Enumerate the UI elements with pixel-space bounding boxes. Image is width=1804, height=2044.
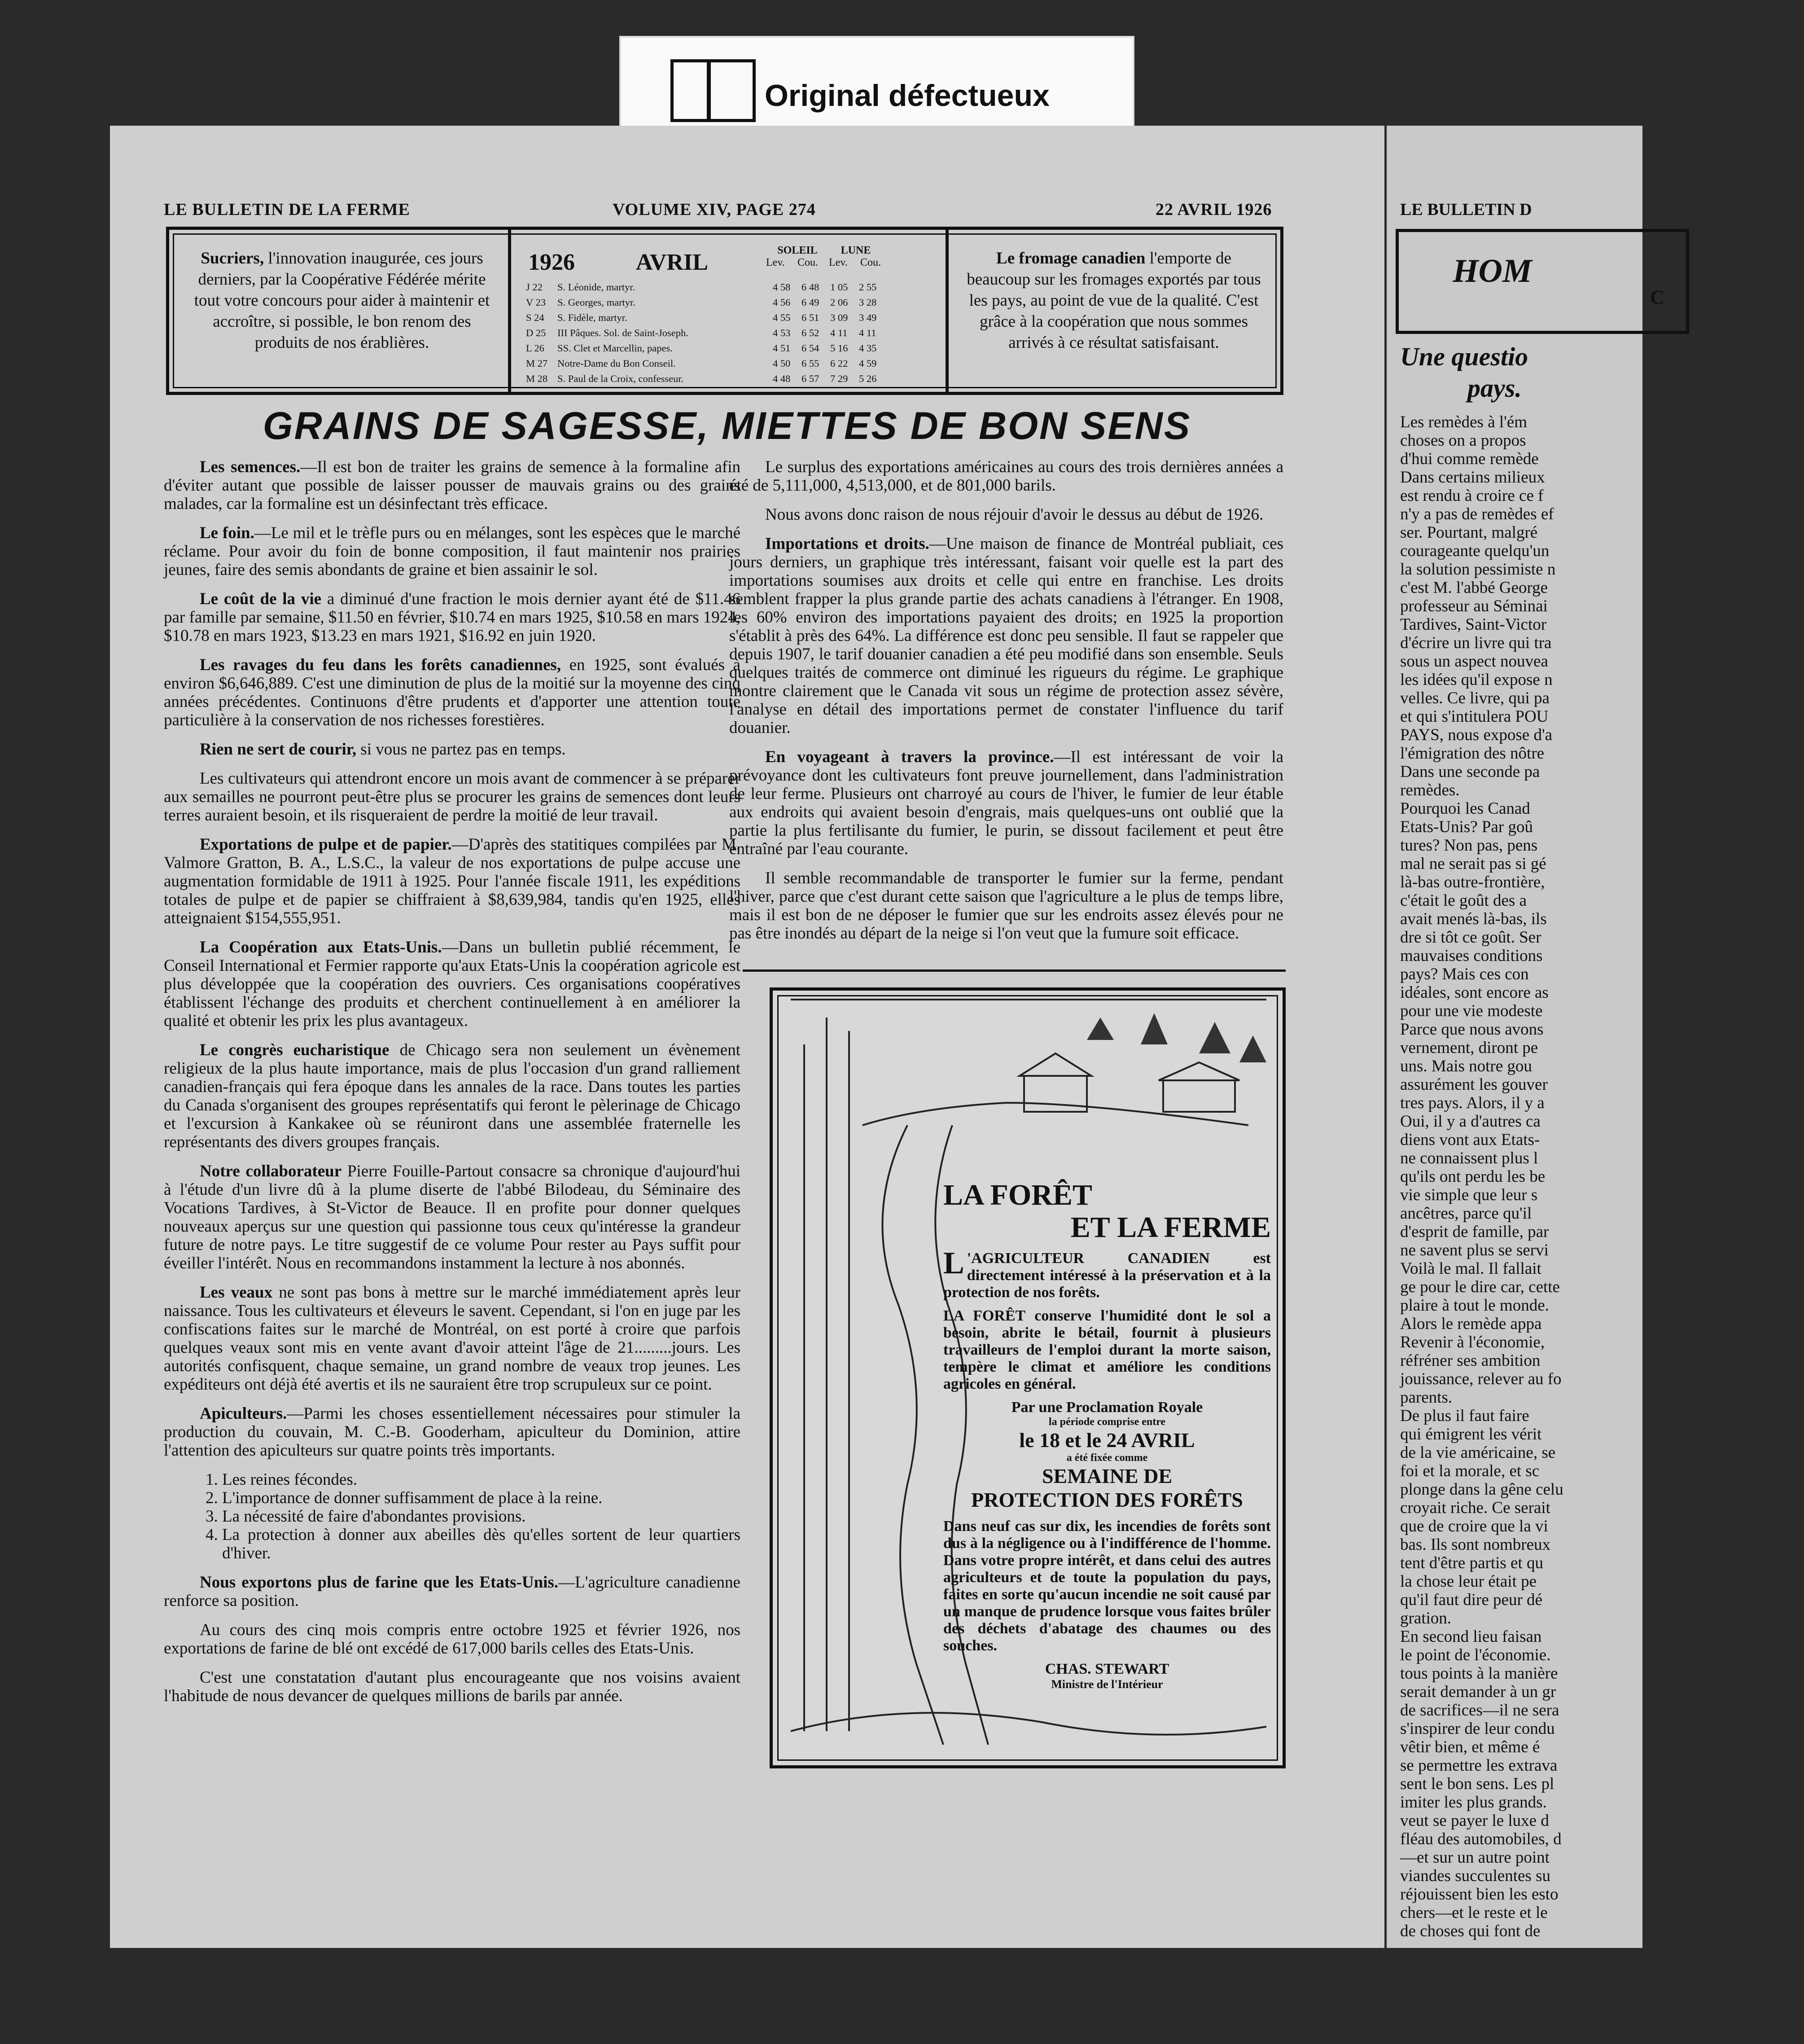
- article-heading: Nous exportons plus de farine que les Etats-Unis.: [200, 1573, 559, 1592]
- text-line: la solution pessimiste n: [1400, 560, 1556, 579]
- article-paragraph: [164, 1283, 740, 1394]
- list-item: 1. Les reines fécondes.: [222, 1470, 740, 1489]
- article-text: —Une maison de finance de Montréal publiait, ces jours derniers, un graphique très intéressant, faisant voir quelle est la part des importations soumises aux droits et celle qui entre en franchise. Les droits semblent frapper la plus grande partie des achats canadiens à l'étranger. En 1908, les 60% environ des importations payaient des droits; en 1925 la proportion s'établit à près des 64%. La différence est donc peu sensible. Il faut se rappeler que depuis 1907, le tarif douanier canadien a été peu modifié dans son ensemble. Seuls quelques traités de commerce ont diminué les rigueurs du régime. Le graphique montre clairement que le Canada vit sous un régime de protection assez sévère, l'analyse en détail des importations permet de constater l'influence du tarif douanier.: [729, 535, 1283, 737]
- calendar-time: 4 59: [859, 358, 877, 369]
- newspaper-page: [110, 126, 1384, 1948]
- text-line: ne connaissent plus l: [1400, 1149, 1538, 1167]
- article-text: Les cultivateurs qui attendront encore un mois avant de commencer à se préparer aux semailles ne pourront peut-être plus se procurer les grains de semences dont leurs terres auraient besoin, et ils risqueraient de perdre la moitié de leur travail.: [164, 769, 740, 825]
- text-line: fléau des automobiles, d: [1400, 1830, 1562, 1848]
- defect-logo-icon: [670, 59, 756, 122]
- calendar-time: 4 58: [773, 281, 791, 293]
- article-text: —Parmi les choses essentiellement nécessaires pour stimuler la production du couvain, M. C.-B. Gooderham, apiculteur du Dominion, attire l'attention des apiculteurs sur quatre points très importants.: [164, 1404, 740, 1460]
- left-column: [164, 458, 740, 1716]
- ad-title-2: ET LA FERME: [1070, 1211, 1271, 1244]
- text-line: imiter les plus grands.: [1400, 1793, 1547, 1812]
- calendar-time: 3 49: [859, 312, 877, 323]
- ad-semaine: SEMAINE DE: [1042, 1465, 1173, 1487]
- text-line: de choses qui font de: [1400, 1922, 1541, 1940]
- calendar-time: 3 09: [830, 312, 848, 323]
- text-line: de sacrifices—il ne sera: [1400, 1701, 1559, 1719]
- article-paragraph: [164, 656, 740, 729]
- text-line: tous points à la manière: [1400, 1664, 1558, 1683]
- text-line: professeur au Séminai: [1400, 597, 1548, 615]
- calendar-day: M 27: [526, 358, 548, 369]
- text-line: ancêtres, parce qu'il: [1400, 1204, 1532, 1223]
- calendar-time: 6 49: [801, 297, 819, 308]
- text-line: de la vie américaine, se: [1400, 1443, 1556, 1462]
- box-right-body: l'emporte de beaucoup sur les fromages exportés par tous les pays, au point de vue de la qualité. C'est grâce à la coopération que nous sommes arrivés à ce résultat satisfaisant.: [967, 249, 1261, 352]
- text-line: mauvaises conditions: [1400, 947, 1543, 965]
- text-line: les idées qu'il expose n: [1400, 671, 1553, 689]
- calendar-row: [526, 358, 888, 369]
- text-line: bas. Ils sont nombreux: [1400, 1535, 1551, 1554]
- text-line: vêtir bien, et même é: [1400, 1738, 1540, 1756]
- lune-label: LUNE: [841, 245, 871, 256]
- article-heading: Les semences.: [200, 458, 301, 476]
- text-line: assurément les gouver: [1400, 1075, 1548, 1094]
- article-heading: Les ravages du feu dans les forêts canadiennes,: [200, 656, 561, 674]
- article-text: —Il est intéressant de voir la prévoyance dont les cultivateurs font preuve journellement, dans l'administration de leur ferme. Plusieurs ont charroyé au cours de l'hiver, le fumier de leur étable aux endroits qui avaient besoin d'engrais, mais quelques-uns ont oublié que la partie la plus fertilisante du fumier, le purin, se dissout facilement et peut être entraîné par l'eau courante.: [729, 748, 1283, 858]
- box-left-body: l'innovation inaugurée, ces jours derniers, par la Coopérative Fédérée mérite tout votre concours pour aider à maintenir et accroître, si possible, le bon renom des produits de nos érablières.: [194, 249, 490, 352]
- text-line: que de croire que la vi: [1400, 1517, 1548, 1535]
- article-paragraph: [729, 505, 1283, 524]
- calendar-time: 4 48: [773, 373, 791, 384]
- calendar-time: 6 52: [801, 327, 819, 338]
- article-text: Le surplus des exportations américaines au cours des trois dernières années a été de 5,111,000, 4,513,000, et de 801,000 barils.: [729, 458, 1283, 495]
- article-heading: Le foin.: [200, 524, 254, 542]
- right-page-text: [1400, 413, 1804, 1940]
- calendar-time: 6 57: [801, 373, 819, 384]
- text-line: réfréner ses ambition: [1400, 1351, 1541, 1370]
- calendar-time: 1 05: [830, 281, 848, 293]
- text-line: pour une vie modeste: [1400, 1002, 1543, 1020]
- calendar-time: 6 22: [830, 358, 848, 369]
- calendar-time: 5 16: [830, 342, 848, 354]
- article-paragraph: [164, 1162, 740, 1272]
- calendar-row: [526, 312, 888, 324]
- text-line: De plus il faut faire: [1400, 1407, 1529, 1425]
- text-line: Revenir à l'économie,: [1400, 1333, 1545, 1351]
- calendar-time: 4 35: [859, 342, 877, 354]
- calendar-row: [526, 342, 888, 354]
- calendar-saint: SS. Clet et Marcellin, papes.: [557, 342, 673, 354]
- right-page-header: LE BULLETIN D: [1400, 200, 1532, 219]
- article-heading: Exportations de pulpe et de papier.: [200, 835, 452, 854]
- text-line: Etats-Unis? Par goû: [1400, 818, 1533, 836]
- right-page-title-box: [1396, 229, 1689, 334]
- article-paragraph: [729, 535, 1283, 737]
- text-line: courageante quelqu'un: [1400, 542, 1550, 560]
- column-rule: [743, 969, 1286, 972]
- box-left-bold: Sucriers,: [201, 249, 264, 268]
- header-right: 22 AVRIL 1926: [1156, 200, 1272, 219]
- ad-proclamation: Par une Proclamation Royale: [1011, 1399, 1203, 1416]
- text-line: est rendu à croire ce f: [1400, 487, 1544, 505]
- article-paragraph: [164, 1573, 740, 1610]
- ad-p2: LA FORÊT conserve l'humidité dont le sol a besoin, abrite le bétail, fournit à plusieurs travailleurs de l'emploi durant la morte saison, tempère le climat et améliore les conditions agricoles en général.: [943, 1307, 1271, 1392]
- calendar-time: 6 48: [801, 281, 819, 293]
- text-line: qu'ils ont perdu les be: [1400, 1167, 1546, 1186]
- banner-text: Original défectueux: [765, 79, 1050, 113]
- calendar-time: 4 11: [830, 327, 848, 338]
- text-line: Dans certains milieux: [1400, 468, 1545, 487]
- article-paragraph: [729, 748, 1283, 858]
- text-line: Les remèdes à l'ém: [1400, 413, 1528, 431]
- calendar-day: J 22: [526, 281, 543, 293]
- calendar-row: [526, 281, 888, 293]
- calendar-time: 4 56: [773, 297, 791, 308]
- header-center: VOLUME XIV, PAGE 274: [613, 200, 816, 219]
- top-info-box: [166, 227, 1283, 395]
- text-line: c'était le goût des a: [1400, 891, 1527, 910]
- header-left: LE BULLETIN DE LA FERME: [164, 200, 410, 219]
- article-text: Nous avons donc raison de nous réjouir d'avoir le dessus au début de 1926.: [765, 505, 1264, 524]
- article-text: si vous ne partez pas en temps.: [356, 740, 566, 759]
- article-heading: Le coût de la vie: [200, 590, 322, 608]
- text-line: et qui s'intitulera POU: [1400, 707, 1549, 726]
- calendar-saint: S. Paul de la Croix, confesseur.: [557, 373, 684, 384]
- calendar-time: 5 26: [859, 373, 877, 384]
- article-text: —Le mil et le trèfle purs ou en mélanges, sont les espèces que le marché réclame. Pour avoir du foin de bonne composition, il faut maintenir nos prairies jeunes, faire des semis abondants de graine et bien assainir le sol.: [164, 524, 741, 579]
- calendar-time: 3 28: [859, 297, 877, 308]
- article-heading: Rien ne sert de courir,: [200, 740, 357, 759]
- article-paragraph: [164, 1621, 740, 1658]
- calendar-saint: S. Georges, martyr.: [557, 297, 635, 308]
- article-paragraph: [164, 835, 740, 927]
- calendar-year: 1926: [528, 250, 575, 275]
- article-heading: Les veaux: [200, 1283, 273, 1302]
- article-text: C'est une constatation d'autant plus encourageante que nos voisins avaient l'habitude de nous devancer de quelques millions de barils par année.: [164, 1668, 740, 1705]
- right-page-title: HOM: [1453, 253, 1532, 289]
- ad-protection: PROTECTION DES FORÊTS: [971, 1488, 1243, 1511]
- calendar-time: 6 51: [801, 312, 819, 323]
- text-line: d'esprit de famille, par: [1400, 1223, 1549, 1241]
- text-line: se permettre les extrava: [1400, 1756, 1558, 1775]
- text-line: plonge dans la gêne celu: [1400, 1480, 1563, 1499]
- article-text: ne sont pas bons à mettre sur le marché immédiatement après leur naissance. Tous les cultivateurs et éleveurs le savent. Cependant, si l'on en juge par les confiscations faites sur le marché de Montréal, on est porté à croire que parfois quelques veaux sont mis en vente avant d'avoir atteint l'âge de 21.........jours. Les autorités confisquent, chaque semaine, un grand nombre de veaux trop jeunes. Les expéditeurs ont déjà été avertis et ils ne sauraient être trop scrupuleux sur ce point.: [164, 1283, 741, 1394]
- list-item: 3. La nécessité de faire d'abondantes provisions.: [222, 1507, 740, 1526]
- article-heading: Importations et droits.: [765, 535, 929, 553]
- calendar-row: [526, 327, 888, 339]
- calendar-time: 4 50: [773, 358, 791, 369]
- box-right-bold: Le fromage canadien: [996, 249, 1146, 268]
- text-line: serait demander à un gr: [1400, 1683, 1556, 1701]
- article-paragraph: [164, 769, 740, 825]
- article-paragraph: [164, 458, 740, 513]
- article-text: Pierre Fouille-Partout consacre sa chronique d'aujourd'hui à l'étude d'un livre dû à la plume diserte de l'abbé Bilodeau, du Séminaire des Vocations Tardives, à St-Victor de Beauce. Il en profite pour donner quelques nouveaux aperçus sur une question qui passionne tous ceux qu'intéresse la grandeur future de notre pays. Le titre suggestif de ce volume Pour rester au Pays suffit pour éveiller l'intérêt. Nous en recommandons instamment la lecture à nos abonnés.: [164, 1162, 740, 1272]
- text-line: Voilà le mal. Il fallait: [1400, 1259, 1541, 1278]
- text-line: gration.: [1400, 1609, 1452, 1627]
- text-line: croyait riche. Ce serait: [1400, 1499, 1550, 1517]
- article-paragraph: [164, 1668, 740, 1705]
- article-paragraph: [729, 458, 1283, 495]
- text-line: Oui, il y a d'autres ca: [1400, 1112, 1541, 1131]
- list-item: 4. La protection à donner aux abeilles dès qu'elles sortent de leur quartiers d'hiver.: [222, 1526, 740, 1562]
- calendar-day: V 23: [526, 297, 546, 308]
- lev-label: Lev.: [829, 257, 848, 268]
- calendar-saint: S. Fidèle, martyr.: [557, 312, 627, 323]
- box-separator: [508, 230, 511, 392]
- calendar-row: [526, 297, 888, 308]
- cou-label: Cou.: [860, 257, 881, 268]
- article-text: en 1925, sont évalués à environ $6,646,889. C'est une diminution de plus de la moitié sur la moyenne des cinq années précédentes. Continuons d'être prudents et d'apporter une attention toute particulière à la conservation de nos richesses forestières.: [164, 656, 740, 729]
- text-line: là-bas outre-frontière,: [1400, 873, 1545, 891]
- ad-p1: est directement intéressé à la préservation et à la protection de nos forêts.: [943, 1250, 1271, 1301]
- article-text: —Dans un bulletin publié récemment, le Conseil International et Fermier rapporte qu'aux Etats-Unis la coopération agricole est plus développée que la coopération des ouvriers. Ces organisations coopératives établissent l'échange des produits et cherchent continuellement à en améliorer la qualité et obtenir les prix les plus avantageux.: [164, 938, 740, 1030]
- article-heading: Apiculteurs.: [200, 1404, 287, 1423]
- ad-fixed: a été fixée comme: [1066, 1452, 1148, 1464]
- calendar-time: 6 55: [801, 358, 819, 369]
- right-column: [729, 458, 1283, 953]
- text-line: foi et la morale, et sc: [1400, 1462, 1540, 1480]
- text-line: Parce que nous avons: [1400, 1020, 1544, 1039]
- text-line: jouissance, relever au fo: [1400, 1370, 1562, 1388]
- lev-label: Lev.: [766, 257, 785, 268]
- right-page-title-2: C: [1650, 286, 1664, 308]
- article-paragraph: [164, 590, 740, 645]
- page-title: GRAINS DE SAGESSE, MIETTES DE BON SENS: [263, 404, 1191, 447]
- ad-text-block: [943, 1179, 1271, 1691]
- article-paragraph: [164, 1404, 740, 1460]
- calendar-row: [526, 373, 888, 385]
- text-line: En second lieu faisan: [1400, 1627, 1542, 1646]
- calendar-day: D 25: [526, 327, 546, 338]
- calendar-day: L 26: [526, 342, 545, 354]
- text-line: velles. Ce livre, qui pa: [1400, 689, 1550, 707]
- text-line: le point de l'économie.: [1400, 1646, 1551, 1664]
- ad-drop-cap: L: [943, 1246, 964, 1281]
- text-line: dre si tôt ce goût. Ser: [1400, 928, 1541, 947]
- soleil-label: SOLEIL: [777, 245, 818, 256]
- apiculture-list: [164, 1470, 740, 1562]
- calendar-day: S 24: [526, 312, 544, 323]
- article-paragraph: [164, 524, 740, 579]
- text-line: choses on a propos: [1400, 431, 1526, 450]
- text-line: ser. Pourtant, malgré: [1400, 523, 1538, 542]
- text-line: ne savent plus se servi: [1400, 1241, 1549, 1259]
- text-line: veut se payer le luxe d: [1400, 1812, 1549, 1830]
- ad-title-1: LA FORÊT: [943, 1179, 1092, 1211]
- text-line: tent d'être partis et qu: [1400, 1554, 1543, 1572]
- text-line: mal ne serait pas si gé: [1400, 855, 1546, 873]
- article-paragraph: [164, 1041, 740, 1151]
- article-paragraph: [164, 740, 740, 759]
- text-line: idéales, sont encore as: [1400, 983, 1549, 1002]
- article-paragraph: [164, 938, 740, 1030]
- calendar-time: 4 55: [773, 312, 791, 323]
- text-line: —et sur un autre point: [1400, 1848, 1550, 1867]
- article-heading: Le congrès eucharistique: [200, 1041, 390, 1059]
- text-line: Pourquoi les Canad: [1400, 799, 1530, 818]
- box-right-text: [963, 248, 1264, 353]
- text-line: remèdes.: [1400, 781, 1460, 799]
- text-line: viandes succulentes su: [1400, 1867, 1550, 1885]
- calendar-saint: III Pâques. Sol. de Saint-Joseph.: [557, 327, 688, 338]
- text-line: avait menés là-bas, ils: [1400, 910, 1547, 928]
- calendar-saint: S. Léonide, martyr.: [557, 281, 635, 293]
- article-heading: Notre collaborateur: [200, 1162, 342, 1180]
- text-line: plaire à tout le monde.: [1400, 1296, 1549, 1315]
- calendar-time: 4 51: [773, 342, 791, 354]
- calendar-time: 4 11: [859, 327, 876, 338]
- article-text: Au cours des cinq mois compris entre octobre 1925 et février 1926, nos exportations de farine de blé ont excédé de 617,000 barils celles des Etats-Unis.: [164, 1621, 740, 1658]
- box-separator: [946, 230, 949, 392]
- right-subtitle-2: pays.: [1467, 373, 1522, 403]
- article-text: —D'après des statitiques compilées par M. Valmore Gratton, B. A., L.S.C., la valeur de nos exportations de pulpe accuse une augmentation formidable de 1911 à 1925. Pour l'année fiscale 1911, les expéditions totales de pulpe et de papier se chiffraient à $8,639,984, tandis qu'en 1925, elles atteignaient $154,555,951.: [164, 835, 741, 927]
- calendar-month: AVRIL: [636, 250, 708, 275]
- calendar-time: 6 54: [801, 342, 819, 354]
- text-line: uns. Mais notre gou: [1400, 1057, 1532, 1075]
- calendar-time: 7 29: [830, 373, 848, 384]
- text-line: sous un aspect nouvea: [1400, 652, 1548, 671]
- article-text: de Chicago sera non seulement un évènement religieux de la plus haute importance, mais de plus l'occasion d'un grand ralliement canadien-français qui fera époque dans les annales de la race. Dans toutes les parties du Canada s'organisent des groupes représentatifs qui feront le pèlerinage de Chicago et l'excursion à Kankakee où se réuniront dans une assemblée fraternelle les représentants des divers groupes français.: [164, 1041, 740, 1151]
- text-line: d'écrire un livre qui tra: [1400, 634, 1552, 652]
- calendar-day: M 28: [526, 373, 548, 384]
- text-line: qu'il faut dire peur dé: [1400, 1591, 1542, 1609]
- text-line: diens vont aux Etats-: [1400, 1131, 1540, 1149]
- ad-p3: Dans neuf cas sur dix, les incendies de forêts sont dus à la négligence ou à l'indifférence de l'homme. Dans votre propre intérêt, et dans celui des autres agriculteurs et de toute la population du pays, faites en sorte qu'aucun incendie ne soit causé par un manque de prudence lorsque vous faites brûler des déchets d'abatage des chaumes ou des souches.: [943, 1518, 1271, 1654]
- text-line: vie simple que leur s: [1400, 1186, 1538, 1204]
- text-line: Alors le remède appa: [1400, 1315, 1542, 1333]
- article-text: a diminué d'une fraction le mois dernier ayant été de $11.46 par famille par semaine, $11.50 en février, $10.74 en mars 1925, $10.58 en mars 1924, $10.78 en mars 1923, $13.23 en mars 1921, $16.92 en juin 1920.: [164, 590, 741, 645]
- ad-p1-caps: 'AGRICULTEUR CANADIEN: [967, 1250, 1210, 1267]
- article-text: —Il est bon de traiter les grains de semence à la formaline afin d'éviter autant que possible de laisser pousser de mauvais grains ou des grains malades, car la formaline est un désinfectant très efficace.: [164, 458, 740, 513]
- list-item: 2. L'importance de donner suffisamment de place à la reine.: [222, 1489, 740, 1507]
- calendar: [515, 241, 937, 389]
- calendar-time: 2 06: [830, 297, 848, 308]
- calendar-time: 4 53: [773, 327, 791, 338]
- text-line: qui émigrent les vérit: [1400, 1425, 1542, 1443]
- text-line: d'hui comme remède: [1400, 450, 1539, 468]
- box-left-text: [187, 248, 497, 353]
- text-line: c'est M. l'abbé George: [1400, 579, 1548, 597]
- cou-label: Cou.: [797, 257, 819, 268]
- right-page-subtitle: [1400, 341, 1528, 404]
- text-line: pays? Mais ces con: [1400, 965, 1529, 983]
- ad-signer: CHAS. STEWART: [1045, 1661, 1169, 1677]
- text-line: vernement, diront pe: [1400, 1039, 1538, 1057]
- article-text: Il semble recommandable de transporter le fumier sur la ferme, pendant l'hiver, parce que c'est durant cette saison que l'agriculture a le plus de temps libre, mais il est bon de ne déposer le fumier que sur les endroits assez élevés pour ne pas être inondés au départ de la neige si l'on veut que la fumure soit efficace.: [729, 869, 1283, 943]
- article-heading: La Coopération aux Etats-Unis.: [200, 938, 442, 956]
- calendar-saint: Notre-Dame du Bon Conseil.: [557, 358, 676, 369]
- ad-signer-title: Ministre de l'Intérieur: [1051, 1678, 1163, 1691]
- text-line: Tardives, Saint-Victor: [1400, 615, 1547, 634]
- text-line: PAYS, nous expose d'a: [1400, 726, 1553, 744]
- text-line: la chose leur était pe: [1400, 1572, 1537, 1591]
- article-text: —L'agriculture canadienne renforce sa position.: [164, 1573, 740, 1610]
- text-line: n'y a pas de remèdes ef: [1400, 505, 1554, 523]
- text-line: l'émigration des nôtre: [1400, 744, 1545, 763]
- text-line: réjouissent bien les esto: [1400, 1885, 1559, 1904]
- text-line: ge pour le dire car, cette: [1400, 1278, 1560, 1296]
- text-line: tres pays. Alors, il y a: [1400, 1094, 1545, 1112]
- article-paragraph: [729, 869, 1283, 943]
- calendar-time: 2 55: [859, 281, 877, 293]
- article-heading: En voyageant à travers la province.: [765, 748, 1054, 766]
- text-line: tures? Non pas, pens: [1400, 836, 1538, 855]
- right-subtitle-1: Une questio: [1400, 342, 1528, 371]
- next-page-partial: [1387, 126, 1664, 1948]
- forest-advertisement: [770, 987, 1286, 1768]
- text-line: chers—et le reste et le: [1400, 1904, 1548, 1922]
- ad-dates: le 18 et le 24 AVRIL: [1019, 1429, 1195, 1452]
- text-line: sent le bon sens. Les pl: [1400, 1775, 1554, 1793]
- text-line: parents.: [1400, 1388, 1453, 1407]
- text-line: Dans une seconde pa: [1400, 763, 1540, 781]
- text-line: s'inspirer de leur condu: [1400, 1719, 1555, 1738]
- ad-period: la période comprise entre: [1048, 1416, 1166, 1428]
